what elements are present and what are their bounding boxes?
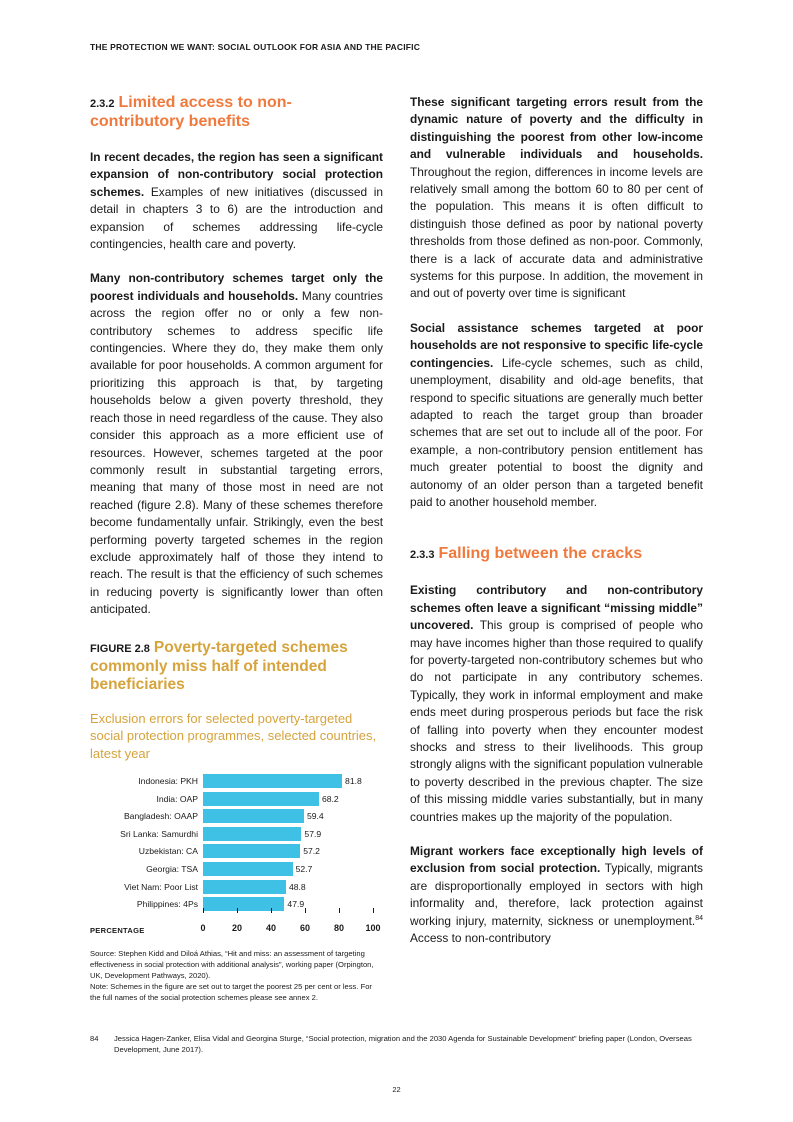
axis-tick [203,908,204,913]
bar-value-label: 52.7 [295,864,313,875]
section-title: Falling between the cracks [438,545,643,563]
bar-row [90,809,383,823]
paragraph-body: This group is comprised of people who may have incomes higher than those required to qualify for poverty-targeted non-contributory schemes but who do not participate in any contributory schemes. Typically, they work in informal employment and make ends meet during prosperous periods but face the risk of falling into poverty when they encounter modest shocks and stress to their livelihoods. This group strongly aligns with the significant population vulnerable to poverty described in the previous chapter. The size of this missing middle varies substantially, but in many countries makes up the majority of the population. [410,618,703,824]
page-number: 22 [392,1085,401,1094]
paragraph-body: Life-cycle schemes, such as child, unemployment, disability and old-age benefits, that respond to specific situations are generally much better adapted to reach the target group than broader schemes that are set out to include all of the poor. For example, a non-contributory pension entitlement has much greater potential to boost the dignity and autonomy of an older person than a targeted benefit paid to another household member. [410,355,703,509]
paragraph-lead: Many non-contributory schemes target only the poorest individuals and households. [90,271,383,303]
right-column [410,94,703,964]
section-heading-2-3-2 [90,94,383,131]
footnote [90,1033,710,1055]
figure-subtitle: Exclusion errors for selected poverty-targeted social protection programmes, selected countries, latest year [90,710,377,761]
axis-tick-label: 60 [299,923,311,934]
paragraph-lead: Existing contributory and non-contributory schemes often leave a significant “missing middle” uncovered. [410,583,703,633]
figure-heading [90,639,383,694]
bar-category-label: Viet Nam: Poor List [124,881,198,892]
bar-row [90,862,383,876]
bar-value-label: 48.8 [288,881,306,892]
section-number: 2.3.2 [90,98,115,110]
axis-tick [373,908,374,913]
paragraph [90,270,383,618]
axis-tick-label: 80 [333,923,345,934]
section-heading-2-3-3 [410,545,703,564]
section-title: Limited access to non-contributory benefits [90,94,292,130]
bar-category-label: India: OAP [156,793,198,804]
bar-row [90,774,383,788]
axis-tick-label: 0 [200,923,206,934]
paragraph-lead: In recent decades, the region has seen a significant expansion of non-contributory social protection schemes. [90,150,383,199]
bar-chart [90,774,383,942]
running-header: THE PROTECTION WE WANT: SOCIAL OUTLOOK FOR ASIA AND THE PACIFIC [90,42,421,52]
paragraph-body: Many countries across the region offer no or only a few non-contributory schemes to address specific life contingencies. Where they do, they make them only available for poor households. A common argument for prioritizing this approach is that, by targeting households below a given poverty threshold, they reach those in need regardless of the cause. They also consider this approach as a more efficient use of resources. However, schemes targeted at the poor commonly result in substantial targeting errors, meaning that many of those most in need are not reached (figure 2.8). Many of these schemes therefore become fundamentally unfair. Strikingly, even the best performing poverty targeted schemes in the region exclude approximately half of those they intend to reach. The result is that the efficiency of such schemes in reducing poverty is significantly lower than often anticipated. [90,288,383,617]
bar [203,844,300,858]
paragraph-body: Typically, migrants are disproportionally employed in sectors with high informality and, therefore, lack protection against working injury, maternity, sickness or unemployment. [410,861,703,928]
axis-tick [271,908,272,913]
bar-value-label: 57.9 [304,828,322,839]
section-number: 2.3.3 [410,549,435,562]
bar-category-label: Philippines: 4Ps [136,899,198,910]
paragraph-lead: Social assistance schemes targeted at poor households are not responsive to specific life-cycle contingencies. [410,320,703,370]
paragraph-body: Examples of new initiatives (discussed in detail in chapters 3 to 6) are the introduction and expansion of schemes addressing life-cycle contingencies, health care and poverty. [90,184,383,252]
paragraph [410,320,703,511]
bar-category-label: Uzbekistan: CA [138,846,198,857]
bar-value-label: 81.8 [345,776,362,787]
axis-tick-label: 40 [265,923,277,934]
bar-row [90,880,383,894]
bar-value-label: 57.2 [303,846,320,857]
paragraph [410,582,703,826]
footnote-number: 84 [90,1034,99,1043]
paragraph-body: Throughout the region, differences in income levels are relatively small among the bottom 60 to 80 per cent of the population. This means it is often difficult to distinguish those defined as poor by national poverty thresholds from those defined as non-poor. Commonly, there is a lack of accurate data and administrative systems for this purpose. In addition, the movement in and out of poverty over time is significant [410,164,703,301]
axis-tick-label: 20 [231,923,243,934]
paragraph-lead: Migrant workers face exceptionally high levels of exclusion from social protection. [410,844,703,876]
bar [203,809,304,823]
paragraph [410,94,703,303]
bar [203,774,342,788]
bar-category-label: Bangladesh: OAAP [123,811,198,822]
bar [203,880,286,894]
footnote-text: Jessica Hagen-Zanker, Elisa Vidal and Georgina Sturge, “Social protection, migration and the 2030 Agenda for Sustainable Development” briefing paper (London, Overseas Development, June 2017). [114,1034,692,1054]
figure-note: Note: Schemes in the figure are set out to target the poorest 25 per cent or less. For the full names of the social protection schemes please see annex 2. [90,982,372,1003]
bar [203,792,319,806]
figure-source: Source: Stephen Kidd and Diloá Athias, “Hit and miss: an assessment of targeting effectiveness in social protection with additional analysis”, working paper (Orpington, UK, Development Pathways, 2020). [90,949,374,981]
bar-value-label: 68.2 [321,793,339,804]
axis-title: PERCENTAGE [90,926,145,936]
paragraph [90,149,383,253]
bar [203,897,284,911]
bar-value-label: 47.9 [287,899,305,910]
axis-tick [339,908,340,913]
axis-tick [237,908,238,913]
axis-tick-label: 100 [365,923,381,934]
figure-label: FIGURE 2.8 [90,642,150,655]
bar-category-label: Georgia: TSA [146,864,198,875]
bar-category-label: Sri Lanka: Samurdhi [120,828,198,839]
paragraph [410,843,703,947]
bar-row [90,792,383,806]
bar-row [90,827,383,841]
axis-tick [305,908,306,913]
bar-row [90,844,383,858]
paragraph-body-tail: Access to non-contributory [410,931,551,946]
footnote-ref[interactable]: 84 [695,914,703,922]
bar-value-label: 59.4 [306,811,324,822]
bar [203,862,293,876]
bar-category-label: Indonesia: PKH [138,776,198,787]
bar [203,827,301,841]
figure-title: Poverty-targeted schemes commonly miss half of intended beneficiaries [90,638,348,693]
left-column [90,94,383,1003]
figure-notes [90,948,383,1003]
paragraph-lead: These significant targeting errors result from the dynamic nature of poverty and the difficulty in distinguishing the poorest from other low-income and vulnerable individuals and households. [410,95,703,162]
